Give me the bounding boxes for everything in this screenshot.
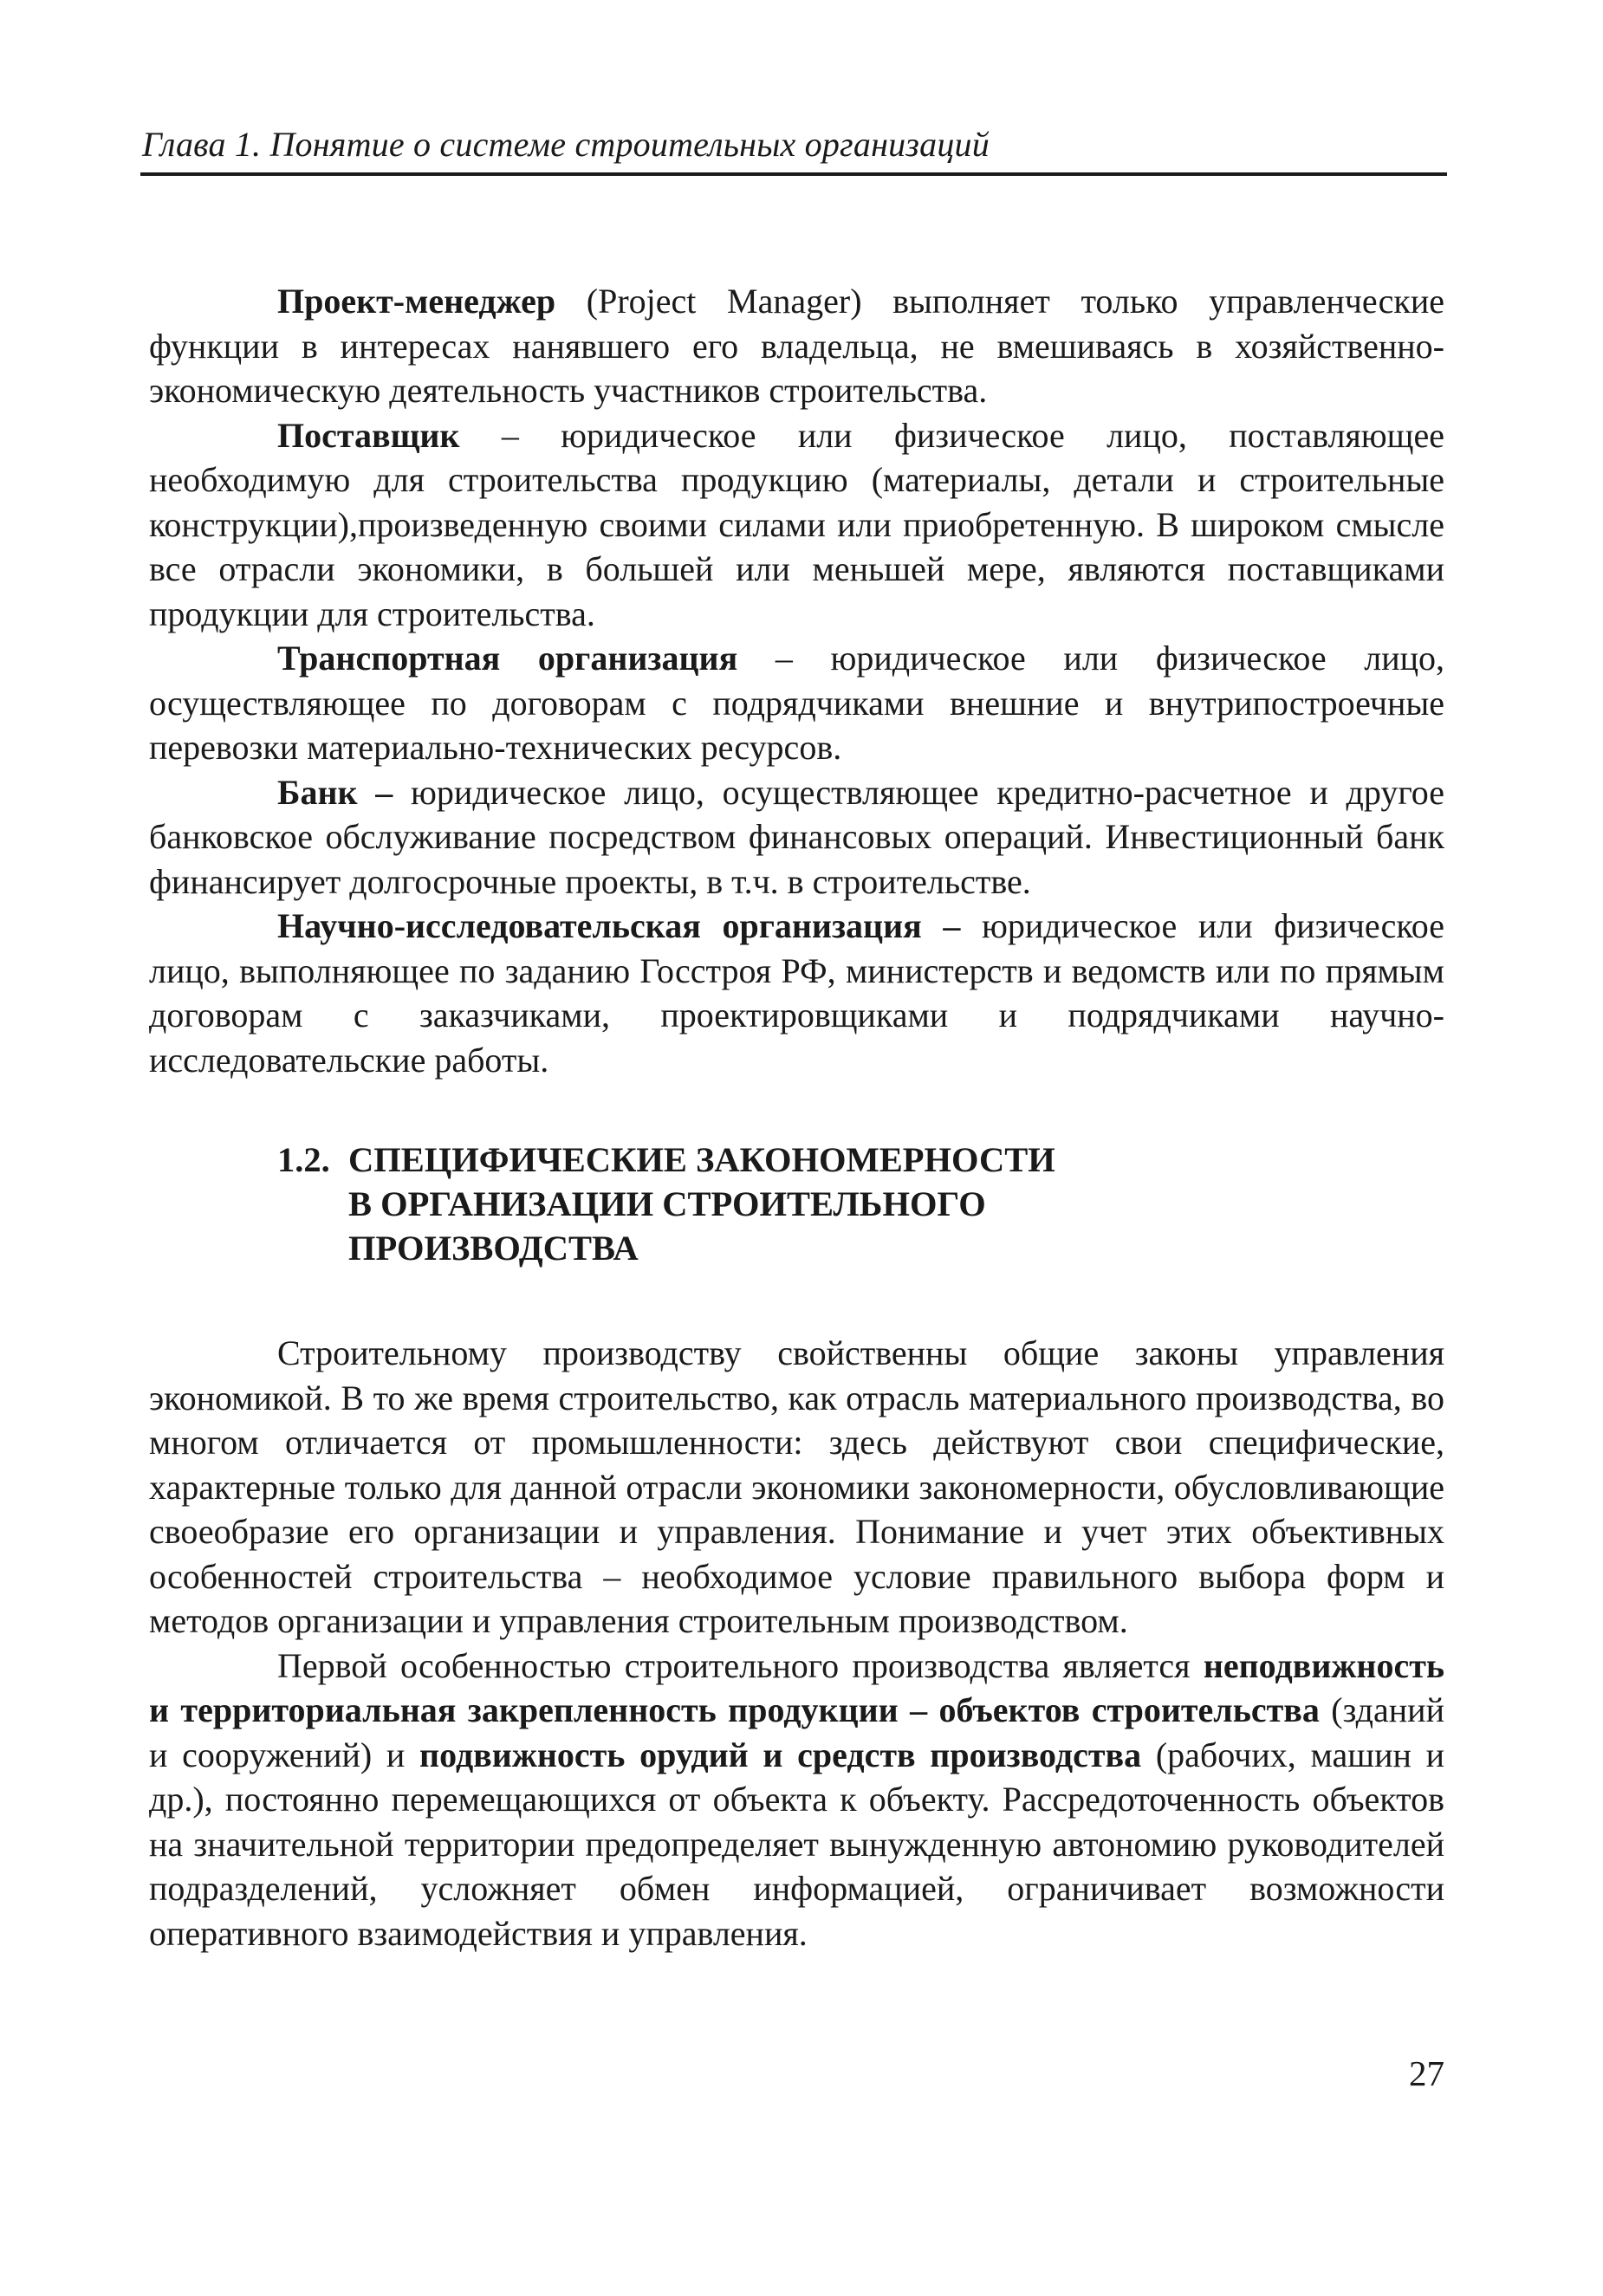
body-text: (рабочих, машин и др.), постоянно перемещающихся от объекта к объекту. Рассредоточенность объектов на значительной территории предопределяет вынужденную автономию руководителей подразделений, усложняет обмен информацией, ограничивает возможности оперативного взаимодействия и управления. [149,1735,1444,1953]
definition-text: юридическое или физическое лицо, выполняющее по заданию Госстроя РФ, министерств и ведомств или по прямым договорам с заказчиками, проектировщиками и подрядчиками научно-исследовательские работы. [149,906,1444,1080]
term-research-organization: Научно-исследовательская организация – [277,906,961,945]
page-number: 27 [1409,2053,1444,2093]
page-header [140,123,1447,178]
body-paragraph-2 [149,1644,1444,1956]
definition-text: юридическое лицо, осуществляющее кредитно-расчетное и другое банковское обслуживание посредством финансовых операций. Инвестиционный банк финансирует долгосрочные проекты, в т.ч. в строительстве. [149,772,1445,901]
term-project-manager: Проект-менеджер [277,282,556,321]
body-text: Первой особенностью строительного производства является [277,1645,1204,1685]
running-head: Глава 1. Понятие о системе строительных организаций [142,125,990,164]
section-title-line-1: СПЕЦИФИЧЕСКИЕ ЗАКОНОМЕРНОСТИ [348,1140,1055,1179]
body-paragraph-1: Строительному производству свойственны общие законы управления экономикой. В то же время строительство, как отрасль материального производства, во многом отличается от промышленности: здесь действуют свои специфические, характерные только для данной отрасли экономики закономерности, обусловливающие своеобразие его организации и управления. Понимание и учет этих объективных особенностей строительства – необходимое условие правильного выбора форм и методов организации и управления строительным производством. [149,1333,1444,1640]
body-text: (зданий и сооружений) и [149,1690,1444,1774]
header-rule [140,172,1447,176]
page-content [149,279,1444,1955]
section-title-line-3: ПРОИЗВОДСТВА [348,1229,639,1268]
term-supplier: Поставщик [277,415,460,455]
section-heading-line-1 [277,1138,1444,1182]
section-number: 1.2. [277,1140,330,1179]
definition-text: (Project Manager) выполняет только управленческие функции в интересах нанявшего его владельца, не вмешиваясь в хозяйственно-экономическую деятельность участников строительства. [149,282,1444,410]
emphasis-mobility: подвижность орудий и средств производства [419,1735,1142,1774]
section-title-line-2: В ОРГАНИЗАЦИИ СТРОИТЕЛЬНОГО [348,1184,986,1223]
definition-transport-organization [149,636,1444,770]
definition-research-organization [149,904,1444,1082]
definition-text: – юридическое или физическое лицо, поставляющее необходимую для строительства продукцию (материалы, детали и строительные конструкции),произведенную своими силами или приобретенную. В широком смысле все отрасли экономики, в большей или меньшей мере, являются поставщиками продукции для строительства. [149,415,1444,633]
emphasis-immobility: неподвижность и территориальная закрепленность продукции – объектов строительства [149,1645,1444,1729]
term-bank: Банк – [277,772,393,812]
definition-text: – юридическое или физическое лицо, осуществляющее по договорам с подрядчиками внешние и внутрипостроечные перевозки материально-технических ресурсов. [149,639,1445,767]
definition-bank [149,770,1444,905]
definition-supplier [149,413,1444,637]
section-heading [277,1138,1444,1270]
term-transport-organization: Транспортная организация [277,639,738,678]
definition-project-manager [149,279,1444,413]
